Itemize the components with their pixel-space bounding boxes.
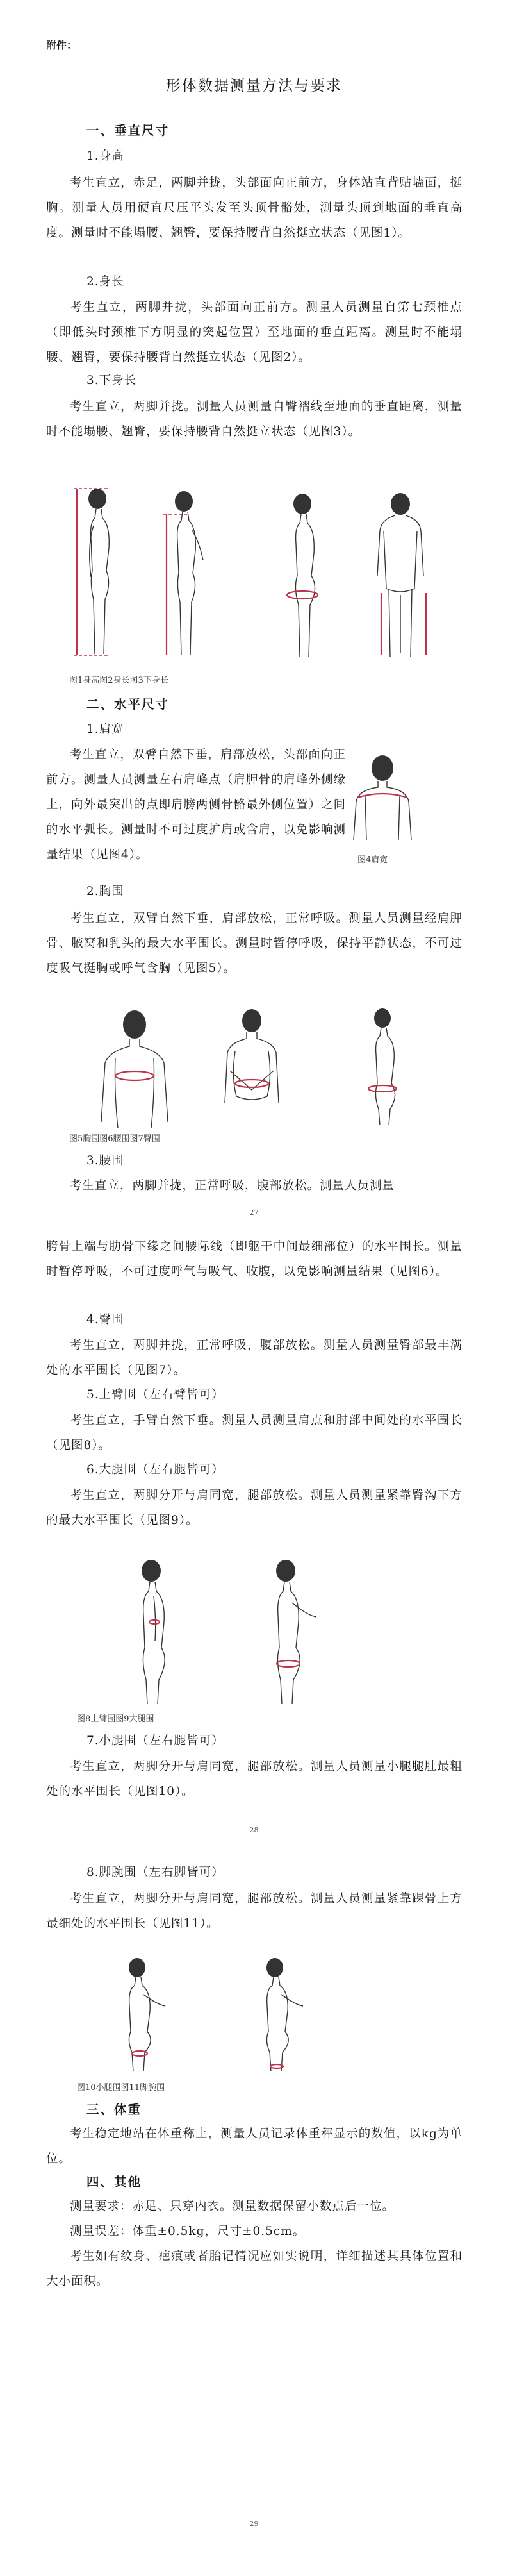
subheading-lower-length: 3.下身长 (86, 374, 137, 387)
subheading-waist: 3.腰围 (86, 1154, 124, 1167)
paragraph-thigh: 考生直立，两脚分开与肩同宽，腿部放松。测量人员测量紧靠臀沟下方的最大水平围长（见图9）。 (46, 1489, 463, 1527)
paragraph-requirements: 测量要求：赤足、只穿内衣。测量数据保留小数点后一位。 (70, 2200, 395, 2213)
subheading-height: 1.身高 (86, 149, 124, 163)
subheading-upper-length: 2.身长 (86, 275, 124, 289)
paragraph-waist-a: 考生直立，两脚并拢，正常呼吸，腹部放松。测量人员测量 (70, 1179, 395, 1192)
figures-5-7-caption: 图5胸围图6腰围图7臀围 (69, 1134, 160, 1144)
figures-8-9-arm-thigh (96, 1551, 365, 1705)
subheading-ankle: 8.脚腕围（左右脚皆可） (86, 1866, 224, 1879)
subheading-thigh: 6.大腿围（左右腿皆可） (86, 1463, 224, 1476)
section-heading-horizontal: 二、水平尺寸 (86, 697, 170, 712)
paragraph-upper-length: 考生直立，两脚并拢，头部面向正前方。测量人员测量自第七颈椎点（即低头时颈椎下方明显的突起位置）至地面的垂直距离。测量时不能塌腰、翘臀，要保持腰背自然挺立状态（见图2）。 (46, 301, 463, 364)
paragraph-ankle: 考生直立，两脚分开与肩同宽，腿部放松。测量人员测量紧靠踝骨上方最细处的水平围长（见图11）。 (46, 1892, 463, 1930)
figures-1-3-vertical-measures (38, 481, 474, 667)
body-figure-front-icon (225, 1009, 279, 1103)
attachment-label: 附件： (46, 39, 78, 51)
body-figure-side-icon (374, 1008, 395, 1125)
paragraph-error: 测量误差：体重±0.5kg，尺寸±0.5cm。 (70, 2225, 306, 2238)
paragraph-shoulder: 考生直立，双臂自然下垂，肩部放松，头部面向正前方。测量人员测量左右肩峰点（肩胛骨的肩峰外侧缘上，向外最突出的点即肩膀两侧骨骼最外侧位置）之间的水平弧长。测量时不可过度扩肩或含肩，以免影响测量结果（见图4）。 (46, 748, 347, 862)
figures-10-11-caption: 图10小腿围图11脚腕围 (77, 2083, 165, 2093)
figures-5-7-girths (64, 1000, 461, 1128)
body-figure-side-icon (142, 1560, 165, 1704)
paragraph-chest: 考生直立，双臂自然下垂，肩部放松，正常呼吸。测量人员测量经肩胛骨、腋窝和乳头的最大水平围长。测量时暂停呼吸，保持平静状态，不可过度吸气挺胸或呼气含胸（见图5）。 (46, 912, 463, 975)
figures-10-11-calf-ankle (90, 1952, 359, 2074)
figures-1-3-caption: 图1身高图2身长图3下身长 (69, 676, 168, 685)
subheading-chest: 2.胸围 (86, 885, 124, 898)
section-heading-other: 四、其他 (86, 2175, 142, 2189)
body-figure-side-icon (88, 489, 109, 654)
section-heading-weight: 三、体重 (86, 2102, 142, 2117)
paragraph-lower-length: 考生直立，两脚并拢。测量人员测量自臀褶线至地面的垂直距离，测量时不能塌腰、翘臀，要保持腰背自然挺立状态（见图3）。 (46, 400, 463, 439)
figure-4-caption: 图4肩宽 (357, 855, 388, 865)
subheading-shoulder: 1.肩宽 (86, 723, 124, 736)
body-figure-side-icon (276, 1560, 316, 1704)
paragraph-hip: 考生直立，两脚并拢，正常呼吸，腹部放松。测量人员测量臀部最丰满处的水平围长（见图7）。 (46, 1339, 463, 1377)
paragraph-arm: 考生直立，手臂自然下垂。测量人员测量肩点和肘部中间处的水平围长（见图8）。 (46, 1414, 463, 1452)
section-heading-vertical: 一、垂直尺寸 (86, 123, 170, 138)
body-figure-back-icon (354, 755, 411, 840)
figure-4-shoulder (347, 750, 418, 846)
paragraph-calf: 考生直立，两脚分开与肩同宽，腿部放松。测量人员测量小腿腿肚最粗处的水平围长（见图10）。 (46, 1760, 463, 1798)
body-figure-side-icon (266, 1958, 303, 2071)
page-number-29: 29 (249, 2520, 259, 2528)
paragraph-weight: 考生稳定地站在体重称上，测量人员记录体重秤显示的数值，以kg为单位。 (46, 2127, 463, 2166)
paragraph-waist-b: 胯骨上端与肋骨下缘之间腰际线（即躯干中间最细部位）的水平围长。测量时暂停呼吸，不可过度呼气与吸气、收腹，以免影响测量结果（见图6）。 (46, 1240, 463, 1278)
page-number-27: 27 (249, 1209, 259, 1217)
figures-8-9-caption: 图8上臂围图9大腿围 (77, 1714, 154, 1724)
body-figure-back-icon (377, 493, 423, 657)
subheading-calf: 7.小腿围（左右腿皆可） (86, 1734, 224, 1748)
page-title: 形体数据测量方法与要求 (166, 78, 342, 94)
body-figure-front-icon (101, 1010, 168, 1128)
page-number-28: 28 (249, 1826, 259, 1834)
paragraph-height: 考生直立，赤足，两脚并拢，头部面向正前方，身体站直背贴墙面，挺胸。测量人员用硬直尺压平头发至头顶骨骼处，测量头顶到地面的垂直高度。测量时不能塌腰、翘臀，要保持腰背自然挺立状态（见图1）。 (46, 176, 463, 240)
body-figure-side-icon (175, 491, 203, 655)
subheading-hip: 4.臀围 (86, 1313, 124, 1326)
subheading-arm: 5.上臂围（左右臂皆可） (86, 1388, 224, 1401)
body-figure-side-icon (293, 494, 315, 657)
paragraph-notes: 考生如有纹身、疤痕或者胎记情况应如实说明，详细描述其具体位置和大小面积。 (46, 2250, 463, 2288)
